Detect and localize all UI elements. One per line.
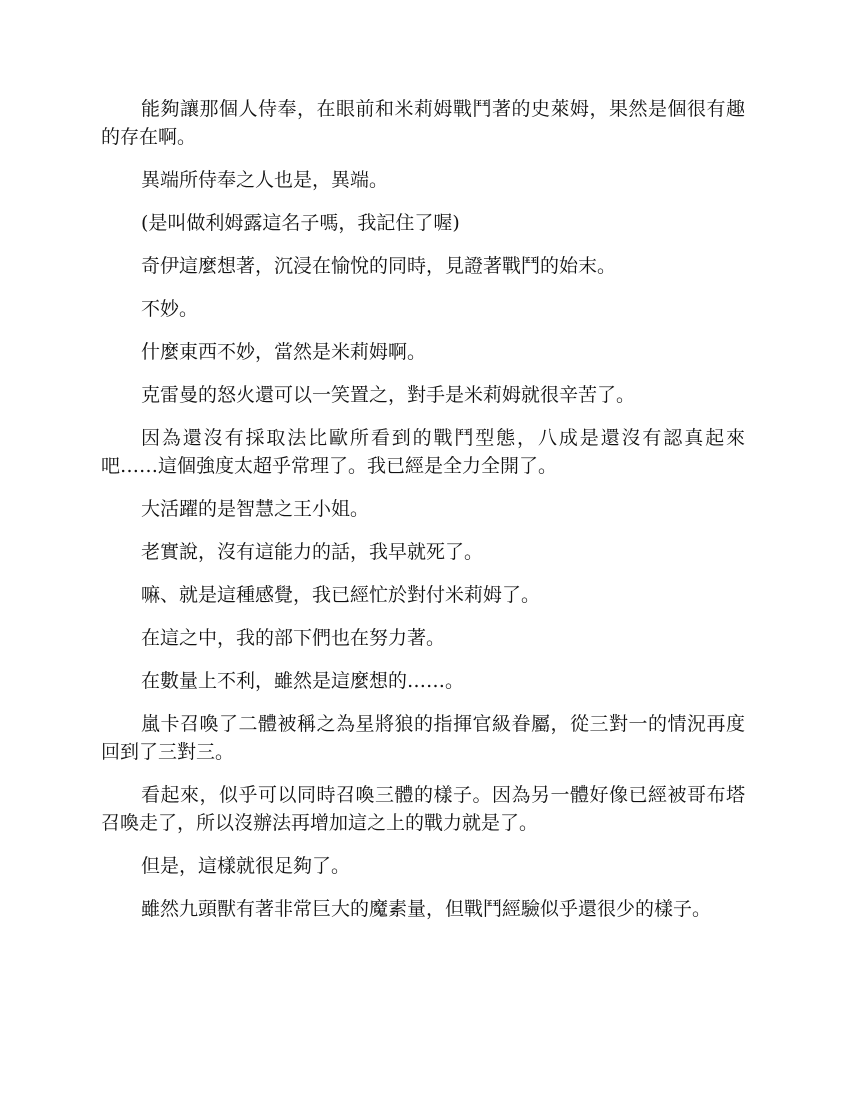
paragraph-16: 但是，這樣就很足夠了。	[141, 855, 351, 877]
paragraph-4: 奇伊這麼想著，沉浸在愉悅的同時，見證著戰鬥的始末。	[141, 255, 617, 277]
paragraph-14: 嵐卡召喚了二體被稱之為星將狼的指揮官級眷屬，從三對一的情況再度回到了三對三。	[101, 713, 745, 763]
paragraph-1: 能夠讓那個人侍奉，在眼前和米莉姆戰鬥著的史萊姆，果然是個很有趣的存在啊。	[101, 98, 745, 148]
paragraph-9: 大活躍的是智慧之王小姐。	[141, 498, 370, 520]
paragraph-7: 克雷曼的怒火還可以一笑置之，對手是米莉姆就很辛苦了。	[141, 384, 636, 406]
paragraph-15: 看起來，似乎可以同時召喚三體的樣子。因為另一體好像已經被哥布塔召喚走了，所以沒辦法再增加這之上的戰力就是了。	[101, 784, 745, 834]
paragraph-11: 嘛、就是這種感覺，我已經忙於對付米莉姆了。	[141, 584, 541, 606]
paragraph-2: 異端所侍奉之人也是，異端。	[141, 169, 389, 191]
paragraph-3: (是叫做利姆露這名子嗎，我記住了喔)	[141, 212, 460, 234]
paragraph-13: 在數量上不利，雖然是這麼想的……。	[141, 670, 465, 692]
paragraph-6: 什麼東西不妙，當然是米莉姆啊。	[141, 341, 427, 363]
paragraph-17: 雖然九頭獸有著非常巨大的魔素量，但戰鬥經驗似乎還很少的樣子。	[141, 898, 712, 920]
paragraph-8: 因為還沒有採取法比歐所看到的戰鬥型態，八成是還沒有認真起來吧……這個強度太超乎常理了。我已經是全力全開了。	[101, 427, 745, 477]
paragraph-10: 老實說，沒有這能力的話，我早就死了。	[141, 541, 484, 563]
paragraph-12: 在這之中，我的部下們也在努力著。	[141, 627, 446, 649]
paragraph-5: 不妙。	[141, 298, 199, 320]
